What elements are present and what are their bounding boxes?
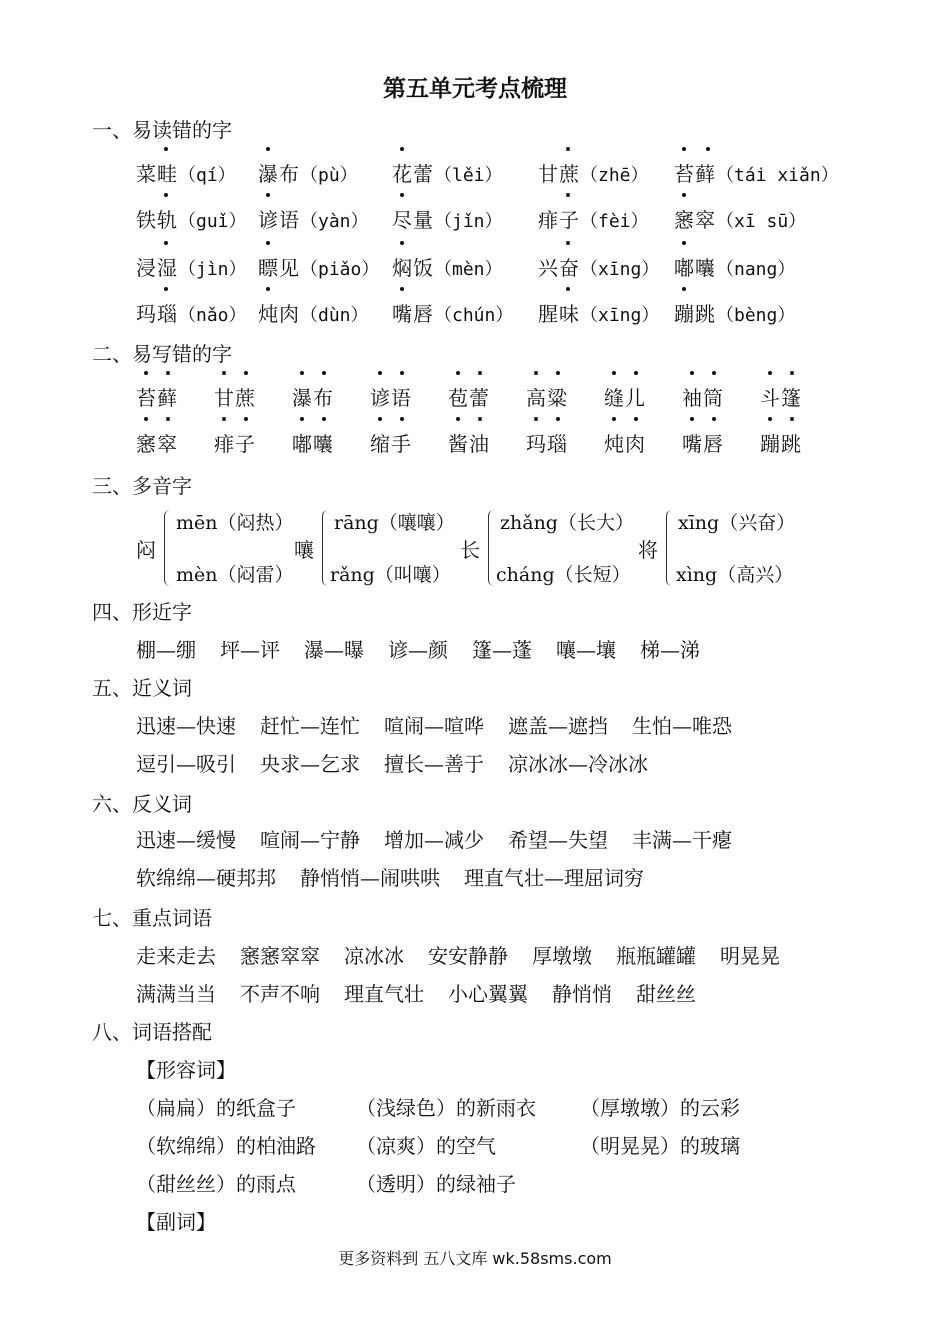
reading-word: 嘴唇 [392,302,434,326]
key-word-item: 满满当当 [136,982,216,1006]
writing-word: 缩手 [370,432,412,456]
reading-word: 花蕾 [392,162,434,186]
emphasis-dot [164,241,168,245]
similar-char-item: 梯—涕 [640,638,700,662]
collocation-item: （厚墩墩）的云彩 [580,1096,740,1120]
reading-pinyin: （bèng） [716,305,796,326]
collocation-item: （扁扁）的纸盒子 [136,1096,296,1120]
emphasis-dot [478,371,482,375]
reading-item [538,252,659,281]
page-title: 第五单元考点梳理 [383,75,567,102]
reading-word: 谚语 [258,208,300,232]
writing-item [370,428,412,457]
reading-item [136,298,247,327]
section-heading-2: 二、易写错的字 [92,342,232,366]
synonym-item: 遮盖—遮挡 [508,714,608,738]
similar-char-item: 嚷—壤 [556,638,616,662]
writing-word: 蹦跳 [760,432,802,456]
key-word-item: 明晃晃 [720,944,780,968]
reading-word: 嘟囔 [674,256,716,280]
reading-pinyin: （dùn） [300,305,369,326]
writing-item [604,382,646,411]
emphasis-dot [534,371,538,375]
writing-item [760,382,802,411]
polyphone-reading: mēn（闷热） [176,512,294,534]
synonym-item: 赶忙—连忙 [260,714,360,738]
writing-word: 玛瑙 [526,432,568,456]
section-heading-5: 五、近义词 [92,676,192,700]
emphasis-dot [690,417,694,421]
key-word-item: 小心翼翼 [448,982,528,1006]
writing-item [526,382,568,411]
emphasis-dot [682,241,686,245]
emphasis-dot [682,193,686,197]
emphasis-dot [164,147,168,151]
reading-pinyin: （chún） [434,305,514,326]
section-heading-3: 三、多音字 [92,474,192,498]
emphasis-dot [712,417,716,421]
reading-item [258,298,369,327]
writing-item [604,428,646,457]
antonym-item: 软绵绵—硬邦邦 [136,866,276,890]
reading-item [674,204,806,233]
polyphone-reading: cháng（长短） [496,564,631,586]
section-heading-1: 一、易读错的字 [92,118,232,142]
emphasis-dot [222,371,226,375]
key-word-item: 走来走去 [136,944,216,968]
writing-item [214,428,256,457]
emphasis-dot [244,371,248,375]
emphasis-dot [534,417,538,421]
writing-word: 高粱 [526,386,568,410]
section-heading-7: 七、重点词语 [92,906,212,930]
emphasis-dot [682,287,686,291]
reading-word: 痱子 [538,208,580,232]
writing-item [682,382,724,411]
emphasis-dot [712,371,716,375]
writing-item [292,382,334,411]
writing-word: 嘴唇 [682,432,724,456]
emphasis-dot [566,287,570,291]
reading-word: 尽量 [392,208,434,232]
polyphone-char: 长 [460,538,480,562]
collocation-item: （明晃晃）的玻璃 [580,1134,740,1158]
writing-word: 袖筒 [682,386,724,410]
polyphone-reading: xīng（兴奋） [678,512,796,534]
emphasis-dot [378,417,382,421]
emphasis-dot [164,287,168,291]
emphasis-dot [322,417,326,421]
key-word-item: 静悄悄 [552,982,612,1006]
reading-item [538,204,649,233]
emphasis-dot [682,147,686,151]
emphasis-dot [144,417,148,421]
emphasis-dot [266,193,270,197]
reading-word: 窸窣 [674,208,716,232]
writing-item [526,428,568,457]
reading-word: 瀑布 [258,162,300,186]
reading-item [392,204,503,233]
emphasis-dot [400,287,404,291]
similar-char-item: 篷—蓬 [472,638,532,662]
collocation-item: （软绵绵）的柏油路 [136,1134,316,1158]
antonym-item: 理直气壮—理屈词穷 [464,866,644,890]
synonym-item: 擅长—善于 [384,752,484,776]
emphasis-dot [144,371,148,375]
reading-item [674,252,795,281]
writing-word: 甘蔗 [214,386,256,410]
writing-item [292,428,334,457]
polyphone-reading: zhǎng（长大） [500,512,634,534]
emphasis-dot [322,371,326,375]
reading-word: 玛瑙 [136,302,178,326]
reading-item [392,158,503,187]
reading-item [136,158,236,187]
synonym-item: 迅速—快速 [136,714,236,738]
collocation-item: （透明）的绿袖子 [356,1172,516,1196]
emphasis-dot [222,417,226,421]
emphasis-dot [400,371,404,375]
reading-item [136,252,247,281]
reading-word: 瞟见 [258,256,300,280]
emphasis-dot [566,147,570,151]
emphasis-dot [400,417,404,421]
reading-pinyin: （qí） [178,165,236,186]
polyphone-char: 将 [638,538,658,562]
reading-item [538,298,659,327]
emphasis-dot [300,417,304,421]
reading-pinyin: （lěi） [434,165,503,186]
reading-pinyin: （jǐn） [434,211,503,232]
collocation-item: （凉爽）的空气 [356,1134,496,1158]
emphasis-dot [556,417,560,421]
synonym-item: 逗引—吸引 [136,752,236,776]
writing-word: 瀑布 [292,386,334,410]
synonym-item: 生怕—唯恐 [632,714,732,738]
collocation-item: （浅绿色）的新雨衣 [356,1096,536,1120]
key-word-item: 窸窸窣窣 [240,944,320,968]
polyphone-reading: rāng（嚷嚷） [334,512,455,534]
reading-pinyin: （xīng） [580,259,660,280]
antonym-item: 增加—减少 [384,828,484,852]
key-word-item: 凉冰冰 [344,944,404,968]
emphasis-dot [378,371,382,375]
reading-item [258,252,379,281]
reading-word: 炖肉 [258,302,300,326]
writing-item [682,428,724,457]
writing-word: 苔藓 [136,386,178,410]
emphasis-dot [400,241,404,245]
reading-item [674,158,839,187]
emphasis-dot [612,371,616,375]
adjective-label: 【形容词】 [136,1058,236,1082]
section-heading-8: 八、词语搭配 [92,1020,212,1044]
writing-word: 嘟囔 [292,432,334,456]
emphasis-dot [166,371,170,375]
reading-item [538,158,649,187]
similar-char-item: 瀑—曝 [304,638,364,662]
emphasis-dot [456,371,460,375]
reading-word: 铁轨 [136,208,178,232]
key-word-item: 甜丝丝 [636,982,696,1006]
reading-word: 苔藓 [674,162,716,186]
reading-word: 甘蔗 [538,162,580,186]
antonym-item: 静悄悄—闹哄哄 [300,866,440,890]
reading-word: 菜畦 [136,162,178,186]
antonym-item: 迅速—缓慢 [136,828,236,852]
emphasis-dot [266,287,270,291]
collocation-item: （甜丝丝）的雨点 [136,1172,296,1196]
emphasis-dot [566,193,570,197]
reading-item [392,298,513,327]
writing-item [214,382,256,411]
reading-pinyin: （guǐ） [178,211,247,232]
reading-pinyin: （zhē） [580,165,649,186]
polyphone-char: 嚷 [294,538,314,562]
synonym-item: 凉冰冰—冷冰冰 [508,752,648,776]
footer-note: 更多资料到 五八文库 wk.58sms.com [338,1249,612,1268]
reading-word: 蹦跳 [674,302,716,326]
emphasis-dot [266,241,270,245]
key-word-item: 安安静静 [428,944,508,968]
writing-word: 酱油 [448,432,490,456]
writing-word: 缝儿 [604,386,646,410]
reading-item [674,298,795,327]
key-word-item: 理直气壮 [344,982,424,1006]
similar-char-item: 棚—绷 [136,638,196,662]
emphasis-dot [634,417,638,421]
emphasis-dot [612,417,616,421]
antonym-item: 希望—失望 [508,828,608,852]
emphasis-dot [768,417,772,421]
emphasis-dot [706,147,710,151]
emphasis-dot [266,147,270,151]
brace-shape [164,510,175,586]
emphasis-dot [400,147,404,151]
reading-pinyin: （nǎo） [178,305,247,326]
reading-pinyin: （nang） [716,259,796,280]
reading-word: 兴奋 [538,256,580,280]
writing-item [448,428,490,457]
key-word-item: 厚墩墩 [532,944,592,968]
writing-word: 炖肉 [604,432,646,456]
writing-item [448,382,490,411]
emphasis-dot [556,371,560,375]
section-heading-4: 四、形近字 [92,600,192,624]
emphasis-dot [790,417,794,421]
adverb-label: 【副词】 [136,1210,216,1234]
writing-word: 谚语 [370,386,412,410]
reading-item [258,204,369,233]
polyphone-reading: xìng（高兴） [676,564,794,586]
emphasis-dot [690,371,694,375]
emphasis-dot [478,417,482,421]
reading-item [392,252,503,281]
writing-item [760,428,802,457]
emphasis-dot [566,241,570,245]
reading-item [136,204,247,233]
reading-word: 浸湿 [136,256,178,280]
reading-pinyin: （piǎo） [300,259,380,280]
reading-pinyin: （tái xiǎn） [716,165,839,186]
similar-char-item: 坪—评 [220,638,280,662]
emphasis-dot [456,417,460,421]
emphasis-dot [244,417,248,421]
polyphone-reading: mèn（闷雷） [176,564,294,586]
reading-word: 腥味 [538,302,580,326]
writing-item [136,428,178,457]
section-heading-6: 六、反义词 [92,792,192,816]
writing-word: 窸窣 [136,432,178,456]
similar-char-item: 谚—颜 [388,638,448,662]
reading-pinyin: （jìn） [178,259,247,280]
reading-item [258,158,358,187]
synonym-item: 喧闹—喧哗 [384,714,484,738]
key-word-item: 不声不响 [240,982,320,1006]
writing-word: 苞蕾 [448,386,490,410]
writing-item [370,382,412,411]
reading-pinyin: （xīng） [580,305,660,326]
writing-word: 斗篷 [760,386,802,410]
emphasis-dot [300,371,304,375]
reading-pinyin: （mèn） [434,259,503,280]
reading-pinyin: （fèi） [580,211,649,232]
antonym-item: 丰满—干瘪 [632,828,732,852]
emphasis-dot [400,193,404,197]
emphasis-dot [164,193,168,197]
emphasis-dot [634,371,638,375]
emphasis-dot [768,371,772,375]
reading-pinyin: （yàn） [300,211,369,232]
antonym-item: 喧闹—宁静 [260,828,360,852]
polyphone-char: 闷 [136,538,156,562]
key-word-item: 瓶瓶罐罐 [616,944,696,968]
reading-pinyin: （pù） [300,165,358,186]
polyphone-reading: rǎng（叫嚷） [330,564,451,586]
synonym-item: 央求—乞求 [260,752,360,776]
writing-item [136,382,178,411]
reading-pinyin: （xī sū） [716,211,807,232]
writing-word: 痱子 [214,432,256,456]
reading-word: 焖饭 [392,256,434,280]
emphasis-dot [790,371,794,375]
emphasis-dot [166,417,170,421]
